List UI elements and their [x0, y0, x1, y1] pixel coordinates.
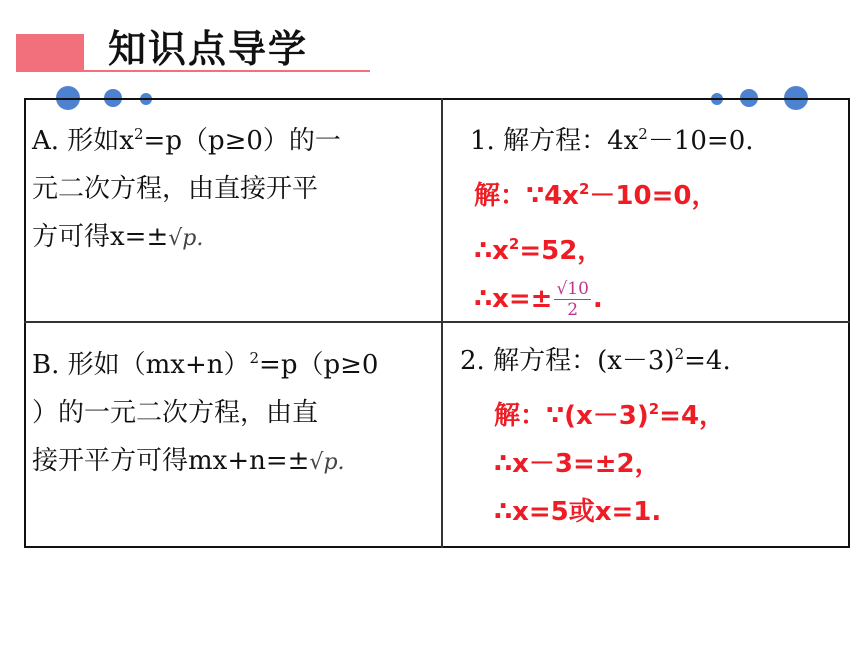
example2-solution-step2: ∴x－3=±2，	[494, 449, 661, 479]
header-accent-bar	[16, 34, 84, 70]
cell-a-line2: 元二次方程，由直接开平	[32, 174, 319, 204]
cell-b-line1: B. 形如$(mx+n)^2=p(p\ge 0$	[32, 349, 379, 380]
cell-a-line3: 方可得x=±√p.	[32, 222, 204, 252]
example2-solution-step3: ∴x=5或x=1.	[494, 497, 662, 527]
table-column-divider	[441, 98, 443, 548]
example1-question: 1. 解方程：$4x^2-10=0$.	[470, 125, 754, 156]
example1-solution-step1: 解：$\because 4x^2-10=0$，	[474, 180, 718, 211]
cell-b-line3: 接开平方可得mx+n=±√p.	[32, 446, 345, 476]
page-title: 知识点导学	[108, 27, 309, 71]
example1-solution-step3: ∴x=± $\frac{√10}{2}$ .	[474, 279, 603, 320]
sqrt-p-formula: √p.	[168, 226, 204, 251]
example2-question: 2. 解方程：$(x-3)^2=4$.	[460, 345, 731, 376]
cell-a-example	[470, 110, 846, 323]
cell-b-line2: ）的一元二次方程，由直	[32, 398, 319, 428]
cell-b-concept	[32, 334, 436, 487]
sqrt-p-formula: √p.	[309, 450, 345, 475]
cell-a-concept	[32, 110, 436, 263]
fraction-sqrt10-over-2: $\frac{√10}{2}$	[556, 279, 589, 320]
example1-solution-step2: $\therefore x^2=52$，	[474, 235, 604, 266]
cell-b-example	[460, 330, 846, 536]
example2-solution-step1: 解：$\because(x-3)^2=4$，	[494, 400, 726, 431]
cell-a-line1: A. 形如$x^2=p(p\ge 0)$的一	[32, 125, 341, 156]
